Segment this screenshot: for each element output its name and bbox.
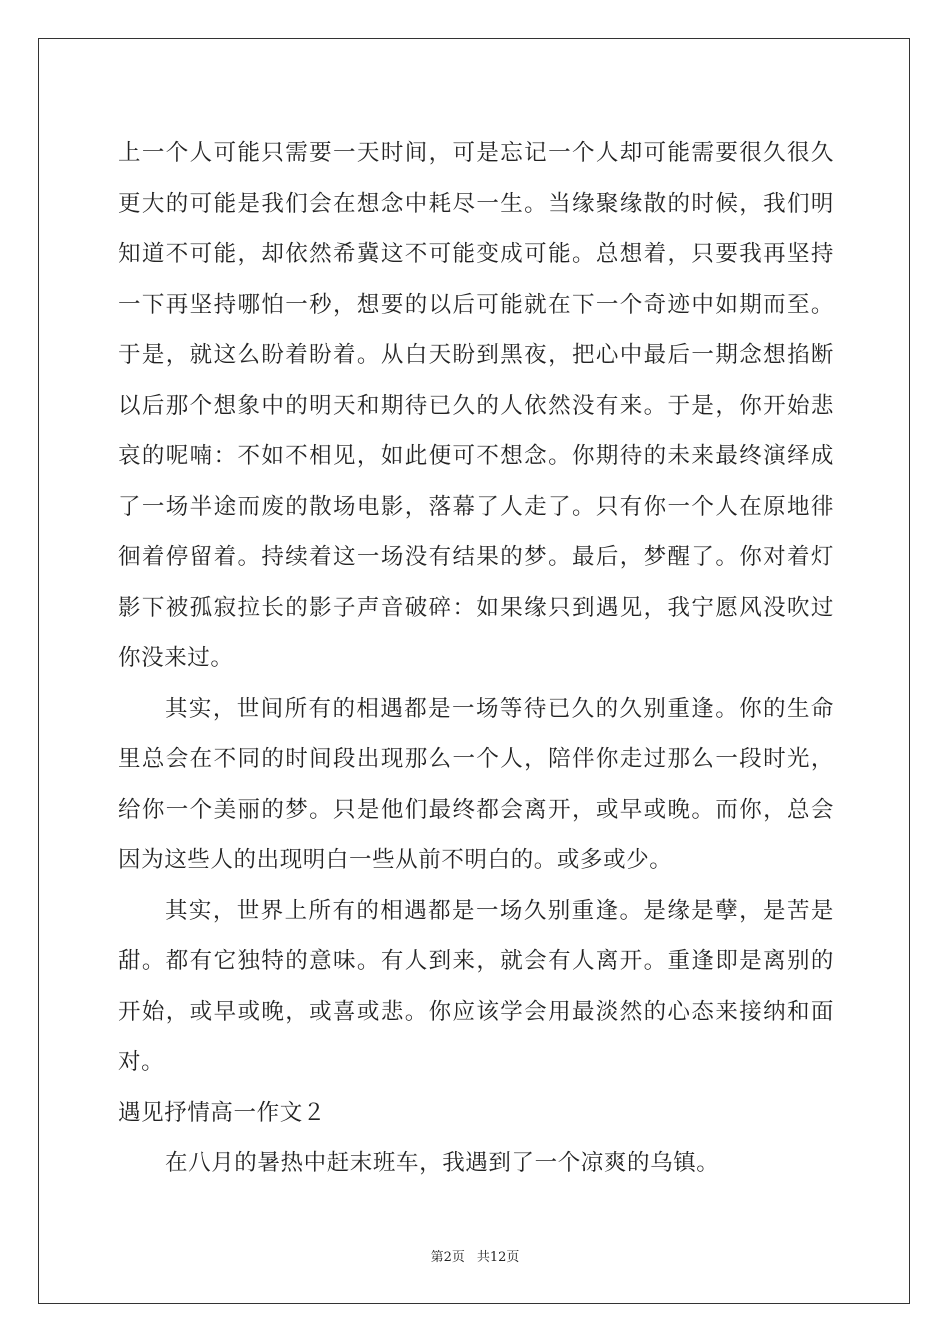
text-line: 影下被孤寂拉长的影子声音破碎：如果缘只到遇见，我宁愿风没吹过: [118, 594, 834, 621]
text-line: 徊着停留着。持续着这一场没有结果的梦。最后，梦醒了。你对着灯: [118, 544, 834, 570]
page-total: 共12页: [476, 1250, 520, 1265]
page-number: 第2页: [430, 1250, 465, 1265]
text-line: 于是，就这么盼着盼着。从白天盼到黑夜，把心中最后一期念想掐断: [118, 342, 834, 368]
text-line: 开始，或早或晚，或喜或悲。你应该学会用最淡然的心态来接纳和面: [118, 998, 834, 1025]
section-heading: 遇见抒情高一作文２: [118, 1099, 326, 1126]
text-line: 知道不可能，却依然希冀这不可能变成可能。总想着，只要我再坚持: [118, 241, 834, 267]
text-line: 更大的可能是我们会在想念中耗尽一生。当缘聚缘散的时候，我们明: [118, 190, 834, 217]
text-line: 了一场半途而废的散场电影，落幕了人走了。只有你一个人在原地徘: [118, 493, 834, 520]
text-line: 其实，世间所有的相遇都是一场等待已久的久别重逢。你的生命: [165, 695, 834, 722]
text-line: 以后那个想象中的明天和期待已久的人依然没有来。于是，你开始悲: [118, 392, 834, 419]
page-footer: [0, 1246, 950, 1265]
paragraph-3: [118, 886, 834, 1088]
final-paragraph: 在八月的暑热中赶末班车，我遇到了一个凉爽的乌镇。: [165, 1150, 720, 1176]
text-line: 因为这些人的出现明白一些从前不明白的。或多或少。: [118, 847, 673, 873]
document-body: [118, 128, 834, 1189]
paragraph-2: [118, 684, 834, 886]
text-line: 甜。都有它独特的意味。有人到来，就会有人离开。重逢即是离别的: [118, 948, 834, 974]
text-line: 给你一个美丽的梦。只是他们最终都会离开，或早或晚。而你，总会: [118, 796, 834, 823]
text-line: 哀的呢喃：不如不相见，如此便可不想念。你期待的未来最终演绎成: [118, 443, 834, 469]
text-line: 一下再坚持哪怕一秒，想要的以后可能就在下一个奇迹中如期而至。: [118, 291, 834, 318]
text-line: 里总会在不同的时间段出现那么一个人，陪伴你走过那么一段时光，: [118, 746, 834, 772]
text-line: 你没来过。: [118, 645, 234, 671]
paragraph-1: [118, 128, 834, 684]
text-line: 上一个人可能只需要一天时间，可是忘记一个人却可能需要很久很久: [118, 140, 834, 166]
text-line: 其实，世界上所有的相遇都是一场久别重逢。是缘是孽，是苦是: [165, 897, 834, 924]
text-line: 对。: [118, 1049, 165, 1075]
